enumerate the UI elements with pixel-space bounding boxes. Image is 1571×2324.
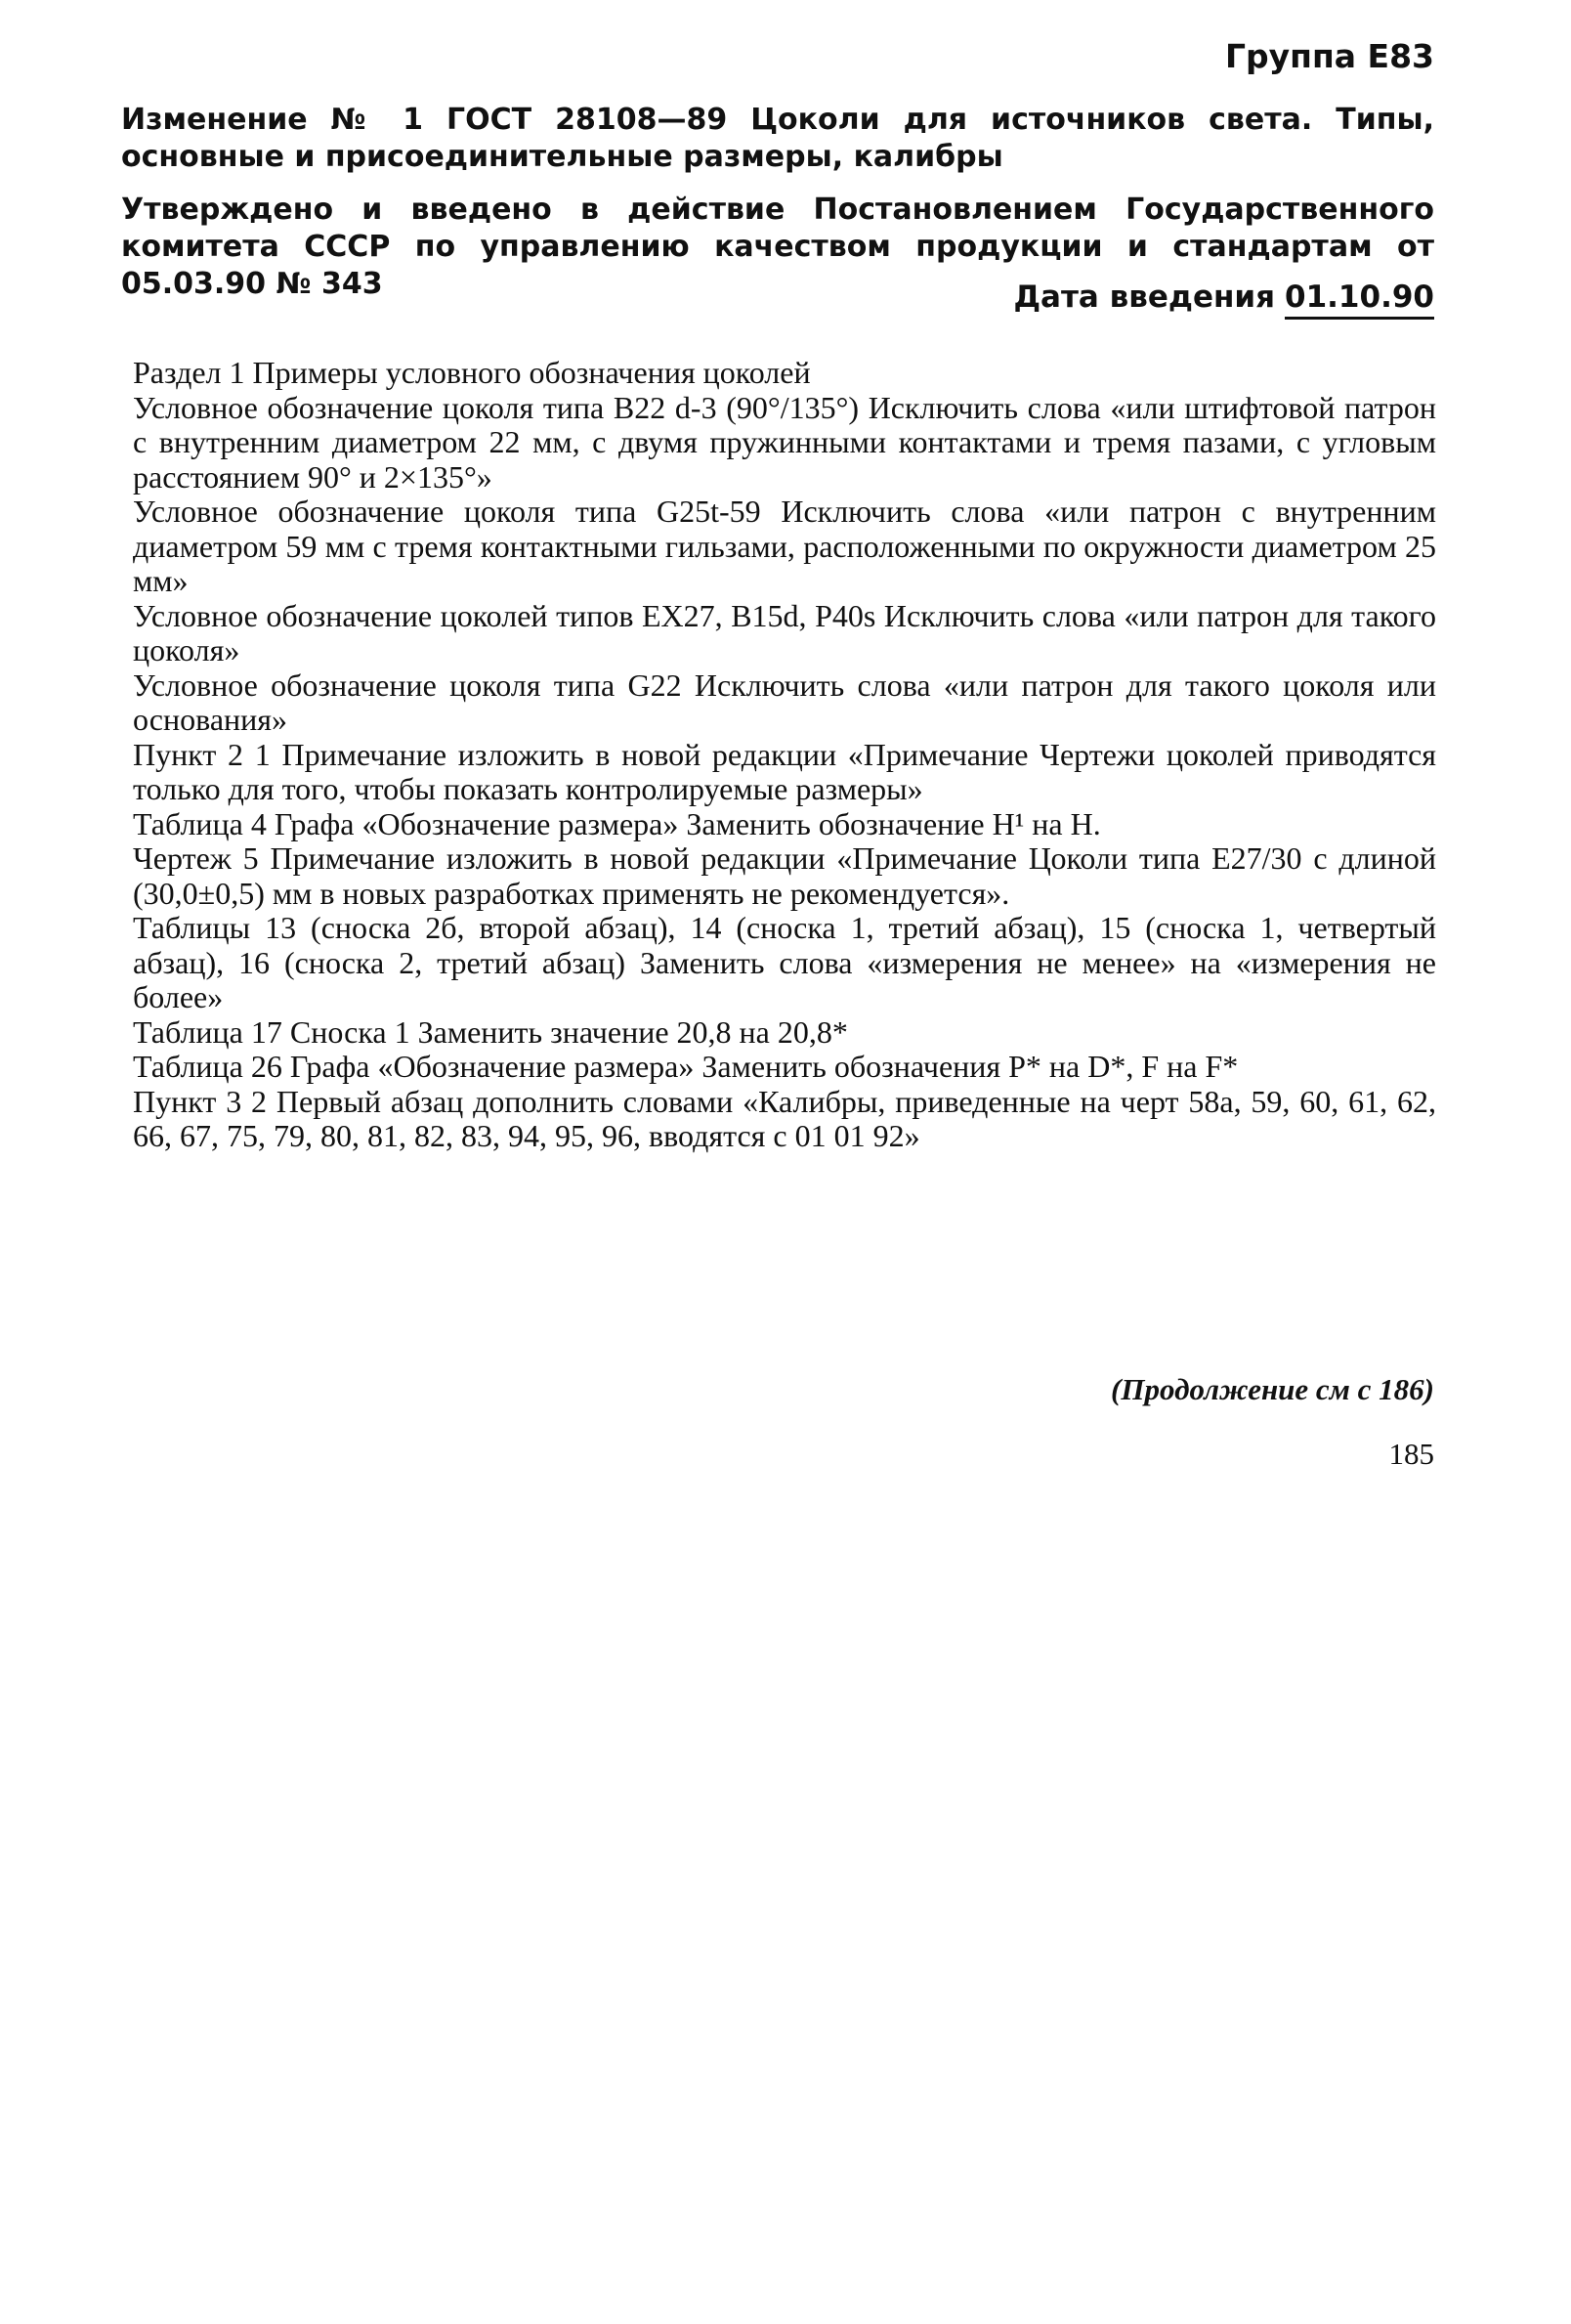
introduction-date bbox=[1013, 280, 1434, 315]
paragraph-point-3-2: Пункт 3 2 Первый абзац дополнить словами «Калибры, приведенные на черт 58а, 59, 60, 61, 62, 66, 67, 75, 79, 80, 81, 82, 83, 94, 95, 96, вводятся с 01 01 92» bbox=[133, 1083, 1436, 1153]
paragraph-table-17: Таблица 17 Сноска 1 Заменить значение 20,8 на 20,8* bbox=[133, 1013, 848, 1050]
paragraph-b22: Условное обозначение цоколя типа В22 d-3 (90°/135°) Исключить слова «или штифтовой патрон с внутренним диаметром 22 мм, с двумя пружинными контактами и тремя пазами, с угловым расстоянием 90° и 2×135°» bbox=[133, 389, 1436, 495]
paragraph-g22: Условное обозначение цоколя типа G22 Исключить слова «или патрон для такого цоколя или основания» bbox=[133, 667, 1436, 737]
approval-statement: Утверждено и введено в действие Постановлением Государственного комитета СССР по управлению качеством продукции и стандартам от 05.03.90 № 343 bbox=[121, 193, 1434, 301]
continuation-note: (Продолжение см с 186) bbox=[1111, 1372, 1434, 1406]
amendment-title: Изменение № 1 ГОСТ 28108—89 Цоколи для источников света. Типы, основные и присоединительные размеры, калибры bbox=[121, 103, 1434, 174]
introduction-date-value: 01.10.90 bbox=[1285, 280, 1434, 320]
paragraph-g25t: Условное обозначение цоколя типа G25t-59 Исключить слова «или патрон с внутренним диаметром 59 мм с тремя контактными гильзами, расположенными по окружности диаметром 25 мм» bbox=[133, 494, 1436, 598]
amendment-body bbox=[133, 356, 1436, 1154]
paragraph-table-26: Таблица 26 Графа «Обозначение размера» Заменить обозначения P* на D*, F на F* bbox=[133, 1049, 1239, 1084]
paragraph-tables-13-16: Таблицы 13 (сноска 2б, второй абзац), 14 (сноска 1, третий абзац), 15 (сноска 1, четвертый абзац), 16 (сноска 2, третий абзац) Заменить слова «измерения не менее» на «измерения не более» bbox=[133, 910, 1436, 1014]
paragraph-section-1: Раздел 1 Примеры условного обозначения цоколей bbox=[133, 355, 811, 390]
paragraph-drawing-5: Чертеж 5 Примечание изложить в новой редакции «Примечание Цоколи типа Е27/30 с длиной (30,0±0,5) мм в новых разработках применять не рекомендуется». bbox=[133, 840, 1436, 911]
paragraph-table-4: Таблица 4 Графа «Обозначение размера» Заменить обозначение H¹ на H. bbox=[133, 805, 1101, 841]
group-code: Группа Е83 bbox=[1225, 37, 1434, 75]
paragraph-ex27: Условное обозначение цоколей типов ЕХ27, B15d, P40s Исключить слова «или патрон для такого цоколя» bbox=[133, 597, 1436, 667]
page-number: 185 bbox=[1388, 1437, 1434, 1471]
paragraph-point-2-1: Пункт 2 1 Примечание изложить в новой редакции «Примечание Чертежи цоколей приводятся только для того, чтобы показать контролируемые размеры» bbox=[133, 736, 1436, 806]
introduction-date-label: Дата введения bbox=[1013, 280, 1276, 315]
